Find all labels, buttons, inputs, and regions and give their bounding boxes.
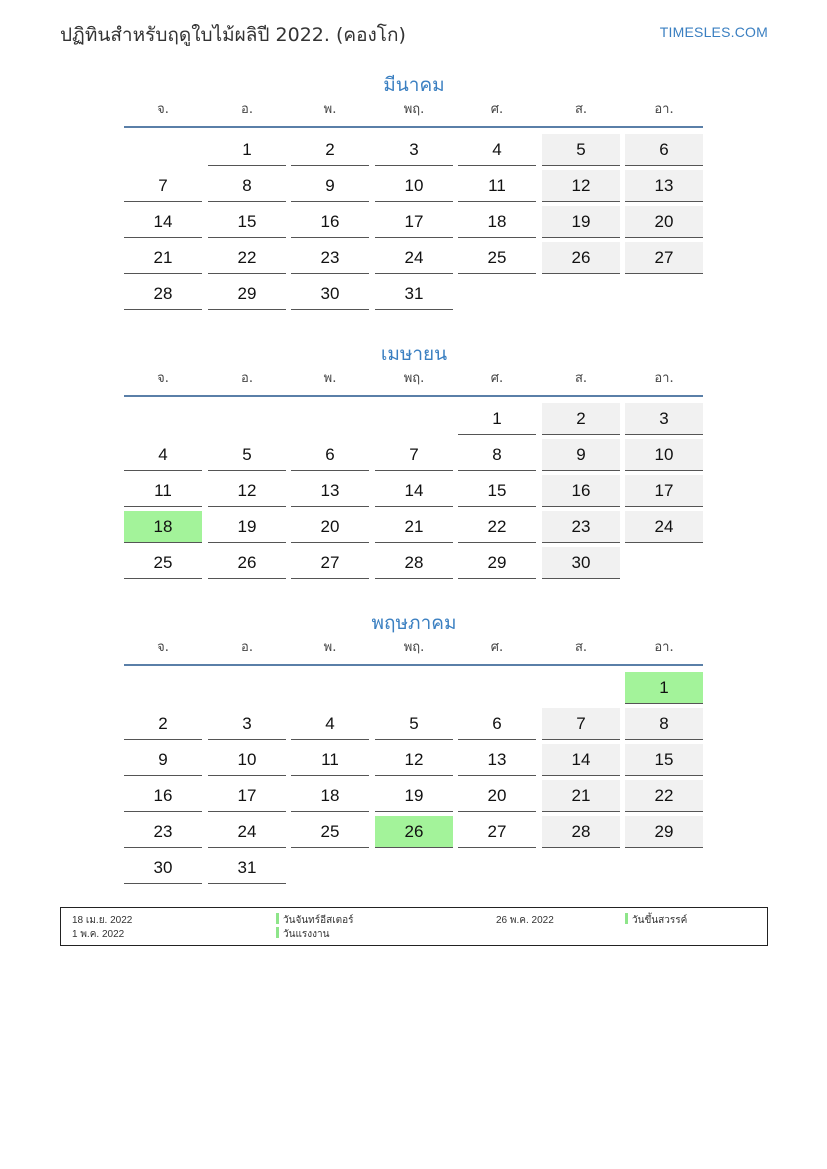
day-cell[interactable]: 29: [458, 547, 536, 579]
day-cell[interactable]: 7: [375, 439, 453, 471]
day-cell[interactable]: 10: [208, 744, 286, 776]
weekday-label: พฤ.: [403, 371, 425, 386]
legend-date: 1 พ.ค. 2022: [72, 929, 125, 940]
day-cell[interactable]: 29: [208, 278, 286, 310]
header-divider: [124, 395, 703, 397]
day-cell[interactable]: 24: [375, 242, 453, 274]
day-cell[interactable]: 5: [208, 439, 286, 471]
weekday-label: อา.: [654, 102, 674, 117]
weekday-label: พ.: [323, 371, 337, 386]
weekday-label: อ.: [241, 640, 253, 655]
day-cell[interactable]: 25: [124, 547, 202, 579]
header-divider: [124, 664, 703, 666]
day-cell[interactable]: 31: [208, 852, 286, 884]
weekday-label: ส.: [574, 371, 588, 386]
header-divider: [124, 126, 703, 128]
day-cell[interactable]: 30: [291, 278, 369, 310]
day-cell[interactable]: 12: [208, 475, 286, 507]
day-cell[interactable]: 17: [208, 780, 286, 812]
day-cell[interactable]: 23: [542, 511, 620, 543]
day-cell[interactable]: 6: [458, 708, 536, 740]
day-cell[interactable]: 23: [124, 816, 202, 848]
weekday-label: อา.: [654, 371, 674, 386]
weekday-label: พฤ.: [403, 640, 425, 655]
weekday-label: พ.: [323, 640, 337, 655]
weekday-label: ศ.: [490, 102, 504, 117]
weekday-header-row: [124, 98, 703, 126]
day-cell[interactable]: 12: [375, 744, 453, 776]
day-cell[interactable]: 22: [625, 780, 703, 812]
weekday-label: อ.: [241, 371, 253, 386]
month-title: พฤษภาคม: [371, 612, 457, 634]
day-cell[interactable]: 26: [542, 242, 620, 274]
day-cell[interactable]: 20: [458, 780, 536, 812]
page-header: [60, 18, 768, 48]
day-cell[interactable]: 17: [625, 475, 703, 507]
day-cell[interactable]: 28: [375, 547, 453, 579]
month-block-april: [124, 339, 704, 594]
month-title: เมษายน: [380, 343, 448, 365]
day-cell[interactable]: 21: [375, 511, 453, 543]
legend-holiday-name: วันแรงงาน: [283, 929, 330, 940]
weekday-header-row: [124, 367, 703, 395]
day-cell[interactable]: 22: [458, 511, 536, 543]
day-cell[interactable]: 6: [291, 439, 369, 471]
day-cell[interactable]: 24: [208, 816, 286, 848]
day-cell[interactable]: 27: [458, 816, 536, 848]
weekday-label: จ.: [157, 371, 169, 386]
day-cell[interactable]: 13: [458, 744, 536, 776]
legend-date: 26 พ.ค. 2022: [496, 915, 554, 926]
day-cell[interactable]: 14: [542, 744, 620, 776]
day-cell[interactable]: 24: [625, 511, 703, 543]
day-cell[interactable]: 21: [124, 242, 202, 274]
day-cell[interactable]: 15: [625, 744, 703, 776]
day-cell[interactable]: 11: [124, 475, 202, 507]
holiday-marker: [276, 927, 279, 938]
day-cell[interactable]: 18: [458, 206, 536, 238]
day-cell[interactable]: 4: [458, 134, 536, 166]
day-cell[interactable]: 9: [124, 744, 202, 776]
day-cell[interactable]: 14: [124, 206, 202, 238]
month-block-may: [124, 608, 704, 898]
holiday-marker: [276, 913, 279, 924]
day-cell[interactable]: 2: [542, 403, 620, 435]
day-cell[interactable]: 28: [542, 816, 620, 848]
day-cell[interactable]: 31: [375, 278, 453, 310]
day-cell[interactable]: 3: [625, 403, 703, 435]
legend-date: 18 เม.ย. 2022: [72, 915, 133, 926]
weekday-header-row: [124, 636, 703, 664]
day-cell[interactable]: 23: [291, 242, 369, 274]
day-cell[interactable]: 19: [375, 780, 453, 812]
weekday-label: ศ.: [490, 371, 504, 386]
legend-holiday-name: วันจันทร์อีสเตอร์: [283, 915, 354, 926]
day-cell[interactable]: 4: [291, 708, 369, 740]
holiday-legend: [60, 907, 768, 946]
day-cell[interactable]: 6: [625, 134, 703, 166]
weekday-label: จ.: [157, 640, 169, 655]
day-cell[interactable]: 14: [375, 475, 453, 507]
weekday-label: พ.: [323, 102, 337, 117]
day-cell[interactable]: 30: [542, 547, 620, 579]
day-cell[interactable]: 9: [291, 170, 369, 202]
day-cell[interactable]: 17: [375, 206, 453, 238]
day-cell[interactable]: 16: [124, 780, 202, 812]
day-cell[interactable]: 2: [291, 134, 369, 166]
day-cell[interactable]: 26: [208, 547, 286, 579]
day-cell[interactable]: 3: [375, 134, 453, 166]
day-cell[interactable]: 16: [542, 475, 620, 507]
day-cell[interactable]: 22: [208, 242, 286, 274]
day-cell[interactable]: 4: [124, 439, 202, 471]
legend-holiday-name: วันขึ้นสวรรค์: [632, 915, 688, 926]
day-cell[interactable]: 18: [291, 780, 369, 812]
day-cell[interactable]: 7: [542, 708, 620, 740]
day-cell[interactable]: 18: [124, 511, 202, 543]
day-cell[interactable]: 8: [625, 708, 703, 740]
day-cell[interactable]: 26: [375, 816, 453, 848]
day-cell[interactable]: 1: [458, 403, 536, 435]
day-cell[interactable]: 7: [124, 170, 202, 202]
weekday-label: ส.: [574, 102, 588, 117]
day-cell[interactable]: 25: [291, 816, 369, 848]
weekday-label: ส.: [574, 640, 588, 655]
weekday-label: อ.: [241, 102, 253, 117]
day-cell[interactable]: 12: [542, 170, 620, 202]
day-cell[interactable]: 28: [124, 278, 202, 310]
weekday-label: อา.: [654, 640, 674, 655]
brand-link[interactable]: TIMESLES.COM: [659, 24, 768, 40]
day-cell[interactable]: 29: [625, 816, 703, 848]
day-cell[interactable]: 21: [542, 780, 620, 812]
day-cell[interactable]: 1: [625, 672, 703, 704]
day-cell[interactable]: 11: [458, 170, 536, 202]
day-cell[interactable]: 19: [542, 206, 620, 238]
day-cell[interactable]: 13: [291, 475, 369, 507]
weekday-label: จ.: [157, 102, 169, 117]
day-cell[interactable]: 15: [208, 206, 286, 238]
day-cell[interactable]: 11: [291, 744, 369, 776]
day-cell[interactable]: 19: [208, 511, 286, 543]
day-cell[interactable]: 20: [625, 206, 703, 238]
day-cell[interactable]: 10: [375, 170, 453, 202]
day-cell[interactable]: 10: [625, 439, 703, 471]
day-cell[interactable]: 13: [625, 170, 703, 202]
day-cell[interactable]: 20: [291, 511, 369, 543]
day-cell[interactable]: 25: [458, 242, 536, 274]
day-cell[interactable]: 30: [124, 852, 202, 884]
day-cell[interactable]: 8: [458, 439, 536, 471]
day-cell[interactable]: 5: [375, 708, 453, 740]
day-cell[interactable]: 27: [625, 242, 703, 274]
day-cell[interactable]: 2: [124, 708, 202, 740]
month-title: มีนาคม: [383, 74, 445, 96]
day-cell[interactable]: 5: [542, 134, 620, 166]
day-cell[interactable]: 1: [208, 134, 286, 166]
day-cell[interactable]: 8: [208, 170, 286, 202]
day-cell[interactable]: 16: [291, 206, 369, 238]
page-title: ปฏิทินสำหรับฤดูใบไม้ผลิปี 2022. (คองโก): [60, 24, 406, 46]
weekday-label: พฤ.: [403, 102, 425, 117]
day-cell[interactable]: 9: [542, 439, 620, 471]
day-cell[interactable]: 27: [291, 547, 369, 579]
day-cell[interactable]: 3: [208, 708, 286, 740]
month-block-march: [124, 70, 704, 325]
weekday-label: ศ.: [490, 640, 504, 655]
holiday-marker: [625, 913, 628, 924]
day-cell[interactable]: 15: [458, 475, 536, 507]
